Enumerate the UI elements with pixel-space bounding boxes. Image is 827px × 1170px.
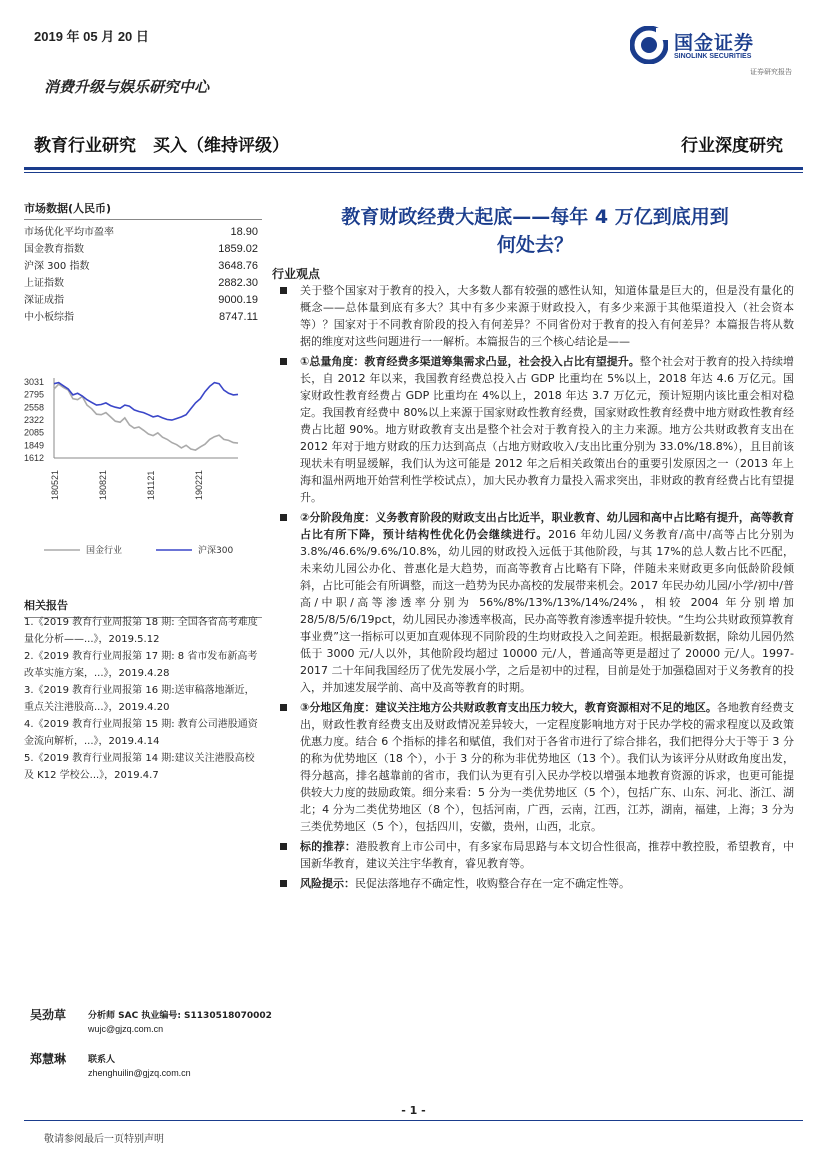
footer-divider [24,1120,803,1121]
contact-role: 联系人 [88,1055,116,1065]
page-number: - 1 - [401,1104,426,1117]
market-value: 2882.30 [218,277,258,289]
key-point-lead: ③分地区角度：建议关注地方公共财政教育支出压力较大，教育资源相对不足的地区。 [300,701,717,714]
view-heading: 行业观点 [272,267,321,281]
report-body [272,282,794,895]
market-data-panel [24,200,262,326]
bullet-icon [280,880,287,887]
bullet-icon [280,514,287,521]
related-report-item[interactable]: 3.《2019 教育行业周报第 16 期:送审稿落地渐近，重点关注港股高...》，2019.4.20 [24,685,255,713]
related-report-item[interactable]: 5.《2019 教育行业周报第 14 期:建议关注港股高校及 K12 学校公...》，2019.4.7 [24,753,255,781]
related-reports-list [24,614,264,784]
market-row [24,309,262,326]
market-label: 深证成指 [24,295,64,306]
legend-label: 沪深300 [198,546,234,556]
related-reports-title: 相关报告 [24,597,262,618]
key-point-lead: ①总量角度：教育经费多渠道筹集需求凸显，社会投入占比有望提升。 [300,355,640,368]
market-label: 国金教育指数 [24,244,84,255]
risk-body: 民促法落地存不确定性，收购整合存在一定不确定性等。 [355,877,630,890]
market-row [24,224,262,241]
market-value: 18.90 [230,226,258,238]
bullet-icon [280,704,287,711]
key-point-body: 2016 年幼儿园/义务教育/高中/高等占比分别为 3.8%/46.6%/9.6%/10.8%，幼儿园的财政投入远低于其他阶段，与其 17%的总人数占比不匹配，未来幼儿园公办化、普惠化是大趋势，而高等教育占比略有下降，伴随未来财政更多向低龄阶段倾斜，占比可能会有所调整，而这一趋势为民办高校的发展带来机会。2017 年民办幼儿园/小学/初中/普高/中职/高等渗透率分别为 56%/8%/13%/13%/14%/24%，相较 2004 年分别增加 28/5/8/5/6/19pct，幼儿园民办渗透率极高，民办高等教育渗透率提升较快。“生均公共财政预算教育事业费”这一指标可以更加直观体现不同阶段的生均财政投入之间差距。根据最新数据，除幼儿园仍然低于 3000 元/人以外，其他阶段均超过 10000 元/人，普通高等更是超过了 20000 元/人。1997-2017 二十年间我国经历了优先发展小学，之后是初中的过程，目前是处于加强稳固对于义务教育的投入，并加速发展学前、高中及高等教育的时期。 [300,528,795,694]
y-tick-label: 2558 [24,402,45,413]
analyst-email[interactable]: wujc@gjzq.com.cn [88,1024,164,1034]
market-row [24,258,262,275]
contact-name: 郑慧琳 [30,1052,67,1066]
series-line-0 [54,384,238,450]
market-row [24,292,262,309]
intro-text: 关于整个国家对于教育的投入，大多数人都有较强的感性认知，知道体量是巨大的，但是没有量化的概念——总体量到底有多大？其中有多少来源于财政投入，有多少来源于其他渠道投入（社会资本等）？国家对于不同教育阶段的投入有何差异？不同省份对于教育的投入有何差异？本篇报告将从数据的维度对这些问题进行一一解析。本篇报告的三个核心结论是—— [300,284,794,348]
logo-english-name: SINOLINK SECURITIES [674,53,752,60]
bullet-icon [280,358,287,365]
key-point [272,509,794,696]
series-line-1 [54,383,238,421]
market-value: 3648.76 [218,260,258,272]
contact-email[interactable]: zhenghuilin@gjzq.com.cn [88,1068,191,1078]
analyst-role: 分析师 SAC 执业编号: S1130518070002 [88,1011,272,1021]
key-point [272,353,794,506]
x-tick-label: 190221 [194,469,204,500]
recommendation-body: 港股教育上市公司中，有多家布局思路与本文切合性很高，推荐中教控股，希望教育，中国新华教育，建议关注宇华教育，睿见教育等。 [300,840,795,870]
key-point [272,699,794,835]
market-label: 中小板综指 [24,312,74,323]
report-date: 2019 年 05 月 20 日 [34,29,149,44]
research-center-name: 消费升级与娱乐研究中心 [44,78,210,96]
company-logo [630,22,790,82]
logo-name: 国金证券 [674,32,755,54]
report-title-line2: 何处去？ [496,234,573,256]
y-tick-label: 1612 [24,453,45,463]
recommendation-lead: 标的推荐： [300,840,357,853]
analyst-name: 吴劲草 [30,1008,67,1022]
y-tick-label: 2795 [24,389,45,400]
key-point-body: 各地教育经费支出，财政性教育经费支出及财政情况差异较大，一定程度影响地方对于民办学校的需求程度以及政策优惠力度。结合 6 个指标的排名和赋值，我们对于各省市进行了综合排名，我们把得分大于等于 3 分的称为优势地区（18 个），小于 3 分的称为非优势地区（13 个）。我们认为该评分从财政角度出发，得分越高，排名越靠前的省市，我们认为更有引入民办学校以增强本地教育资源的诉求，也更可能提供较大力度的鼓励政策。细分来看：5 分为一类优势地区（5 个），包括广东、山东、河北、浙江、湖北；4 分为二类优势地区（8 个），包括河南，广西，云南，江西，江苏，湖南，福建，上海；3 分为三类优势地区（5 个），包括四川，安徽，贵州，山西，北京。 [300,701,794,833]
header-divider [24,167,803,170]
x-tick-label: 180821 [98,469,108,500]
related-report-item[interactable]: 1.《2019 教育行业周报第 18 期: 全国各省高考难度量化分析——...》，2019.5.12 [24,617,258,645]
legend-label: 国金行业 [86,546,123,556]
market-label: 上证指数 [24,278,64,289]
related-report-item[interactable]: 2.《2019 教育行业周报第 17 期: 8 省市发布新高考改革实施方案，...》，2019.4.28 [24,651,258,679]
x-tick-label: 181121 [146,470,156,500]
bullet-icon [280,843,287,850]
intro-paragraph [272,282,794,350]
bullet-icon [280,287,287,294]
related-report-item[interactable]: 4.《2019 教育行业周报第 15 期: 教育公司港股通资金流向解析，...》，2019.4.14 [24,719,258,747]
report-title [270,203,800,259]
sinolink-logo-icon [630,26,668,64]
index-chart [24,372,262,572]
header-divider-thin [24,172,803,173]
risk-warning [272,875,794,892]
market-value: 1859.02 [218,243,258,255]
market-data-title: 市场数据(人民币) [24,200,262,220]
market-label: 市场优化平均市盈率 [24,227,114,238]
footer-disclaimer[interactable]: 敬请参阅最后一页特别声明 [44,1134,164,1145]
report-title-line1: 教育财政经费大起底——每年 4 万亿到底用到 [341,206,729,228]
market-label: 沪深 300 指数 [24,261,90,272]
market-value: 9000.19 [218,294,258,306]
index-line-chart [24,372,262,572]
report-type: 行业深度研究 [681,136,783,156]
industry-rating-title: 教育行业研究 买入（维持评级） [34,136,289,156]
key-point-lead: ②分阶段角度：义务教育阶段的财政支出占比近半，职业教育、幼儿园和高中占比略有提升，高等教育占比有所下降，预计结构性优化仍会继续进行。 [300,511,794,541]
market-row [24,241,262,258]
y-tick-label: 2085 [24,427,45,438]
market-value: 8747.11 [219,311,258,323]
risk-lead: 风险提示： [300,877,355,890]
key-point-body: 整个社会对于教育的投入持续增长，自 2012 年以来，我国教育经费总投入占 GDP 比重均在 5%以上，2018 年达 4.6 万亿元。国家财政性教育经费占 GDP 比重均在 4%以上，2018 年达 3.7 万亿元，预计短期内该比重会相对稳定。我国教育经费中 80%以上来源于国家财政性教育经费，国家财政性教育经费中地方财政性教育经费占比超 90%。地方财政教育支出是整个社会对于教育投入的主力来源。地方公共财政教育支出在 2012 年对于地方财政的压力达到高点（占地方财政收入/支出比重分别为 33.0%/18.8%），且目前该现状未有明显缓解，我们认为这可能是 2012 年之后相关政策出台的重要引发原因之一（2013 年上海和温州两地开始营利性学校试点），加大民办教育力量投入需求突出，非财政的教育经费占比有望提升。 [300,355,794,504]
y-tick-label: 3031 [24,377,45,387]
x-tick-label: 180521 [50,469,60,500]
market-row [24,275,262,292]
y-tick-label: 2322 [24,415,45,425]
recommendation [272,838,794,872]
logo-subtitle: 证券研究报告 [750,68,792,76]
y-tick-label: 1849 [24,440,45,451]
